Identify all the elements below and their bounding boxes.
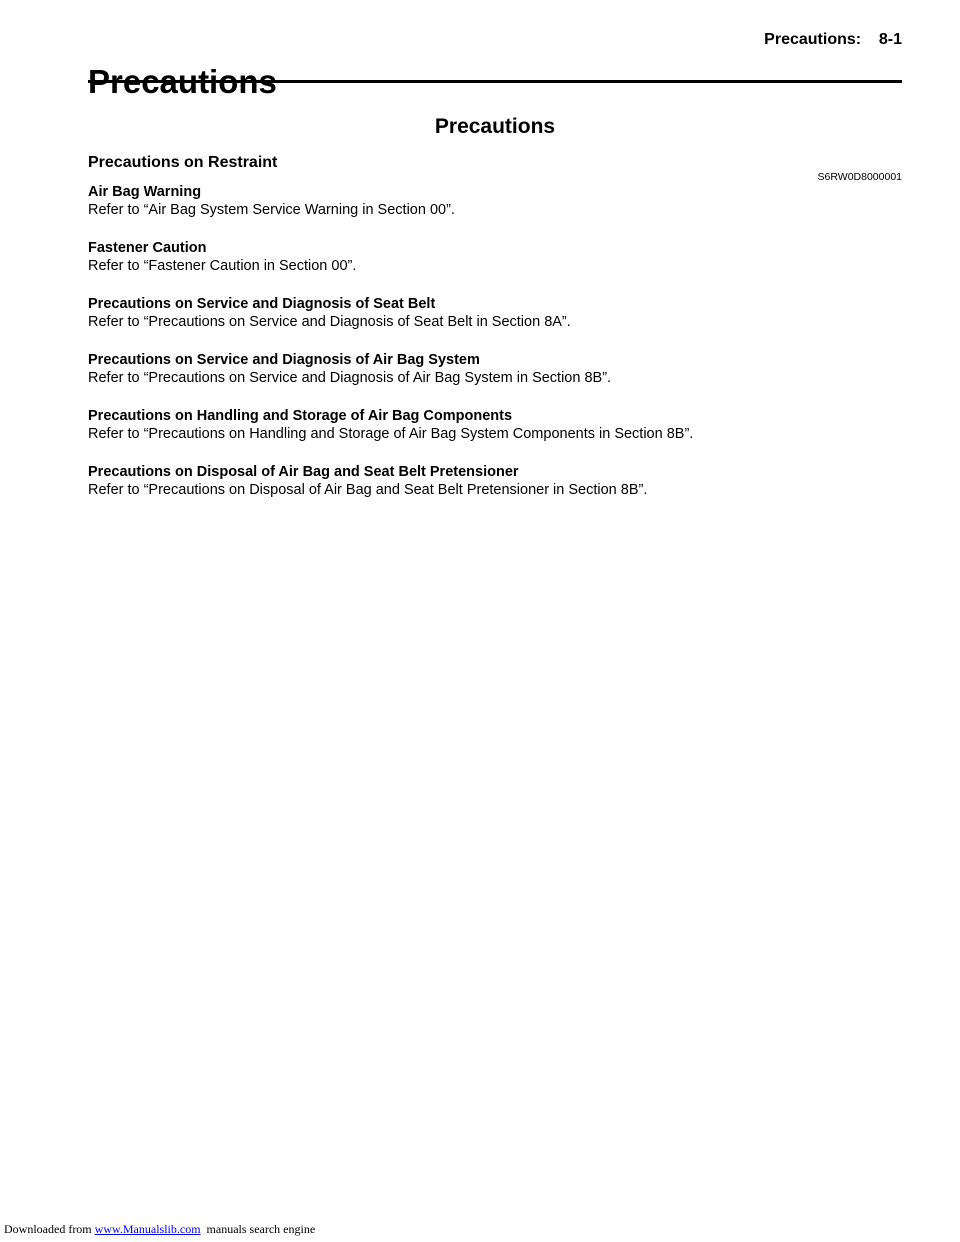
footer-prefix: Downloaded from bbox=[4, 1222, 95, 1236]
precaution-item-fastener-caution bbox=[88, 239, 902, 275]
precaution-item-text: Refer to “Fastener Caution in Section 00”. bbox=[88, 258, 357, 274]
download-footer bbox=[4, 1222, 315, 1236]
precaution-item-text: Refer to “Precautions on Service and Diagnosis of Seat Belt in Section 8A”. bbox=[88, 314, 571, 330]
subsection-header bbox=[88, 153, 902, 183]
chapter-title: Precautions bbox=[88, 63, 277, 100]
manualslib-link[interactable]: www.Manualslib.com bbox=[94, 1222, 201, 1236]
precaution-item-handling-storage bbox=[88, 407, 902, 443]
page-header bbox=[88, 30, 902, 52]
subsection-code: S6RW0D8000001 bbox=[817, 171, 902, 183]
footer-suffix: manuals search engine bbox=[200, 1222, 316, 1236]
precaution-item-text: Refer to “Air Bag System Service Warning in Section 00”. bbox=[88, 202, 455, 218]
subsection-title: Precautions on Restraint bbox=[88, 154, 278, 171]
precaution-item-title: Fastener Caution bbox=[88, 240, 207, 256]
precaution-item-title: Precautions on Service and Diagnosis of Air Bag System bbox=[88, 352, 480, 368]
precaution-item-title: Precautions on Disposal of Air Bag and Seat Belt Pretensioner bbox=[88, 464, 519, 480]
running-header-title: Precautions: 8-1 bbox=[764, 31, 902, 48]
precaution-item-air-bag-warning bbox=[88, 183, 902, 219]
precaution-item-title: Air Bag Warning bbox=[88, 184, 202, 200]
precaution-item-seat-belt bbox=[88, 295, 902, 331]
precaution-item-title: Precautions on Service and Diagnosis of Seat Belt bbox=[88, 296, 436, 312]
precaution-item-disposal bbox=[88, 463, 902, 499]
precaution-item-text: Refer to “Precautions on Disposal of Air Bag and Seat Belt Pretensioner in Section 8B”. bbox=[88, 482, 648, 498]
precaution-item-text: Refer to “Precautions on Service and Diagnosis of Air Bag System in Section 8B”. bbox=[88, 370, 612, 386]
section-title: Precautions bbox=[434, 115, 556, 138]
precaution-item-air-bag-system bbox=[88, 351, 902, 387]
precaution-list bbox=[88, 183, 902, 519]
precaution-item-title: Precautions on Handling and Storage of Air Bag Components bbox=[88, 408, 513, 424]
precaution-item-text: Refer to “Precautions on Handling and Storage of Air Bag System Components in Section 8B”. bbox=[88, 426, 694, 442]
